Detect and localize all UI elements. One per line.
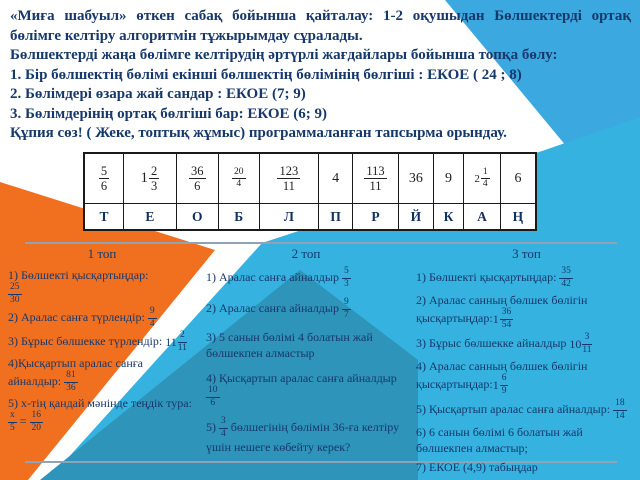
fraction-cell <box>353 153 399 204</box>
header-line-grouping: Бөлшектерді жаңа бөлімге келтірудің әртүрлі жағдайлары бойынша топқа бөлу: <box>10 47 558 63</box>
group-title: 3 топ <box>512 246 541 261</box>
group-title: 2 топ <box>291 246 321 261</box>
group-title: 1 топ <box>87 246 117 261</box>
fraction: х 5 <box>10 410 15 433</box>
group-task-list <box>416 267 637 475</box>
fraction: 5 3 <box>343 266 349 289</box>
letter-cell: Л <box>259 204 318 231</box>
answer-key-table <box>83 152 537 231</box>
fraction: 35 42 <box>561 266 571 289</box>
fraction: 18 14 <box>615 398 625 421</box>
task-item: 5) х-тің қандай мәнінде теңдік тура: х 5 = 16 20 <box>8 396 192 433</box>
fraction: 113 11 <box>366 163 385 193</box>
header-paragraph-brainstorm <box>10 7 631 46</box>
header-paragraph-rest: өткен сабақ бойынша қайталау: 1-2 оқушыдан Бөлшектерді ортақ бөлімге келтіру алгоритмін тұжырымдау сұралады. <box>10 8 631 44</box>
letter-cell: Е <box>124 204 177 231</box>
slide-header-text <box>10 7 631 144</box>
fraction: 2 1 4 <box>474 166 488 189</box>
fractions-row <box>84 153 536 204</box>
header-line-case3: 3. Бөлімдерінің ортақ бөлгіші бар: ЕКОЕ (6; 9) <box>10 105 327 122</box>
fraction: 20 4 <box>234 166 244 189</box>
fraction-cell <box>84 153 124 204</box>
fraction: 123 11 <box>279 163 299 193</box>
task-item: 1) Аралас санға айналдыр 5 3 <box>206 266 349 289</box>
task-item: 3) 5 санын бөлімі 4 болатын жай бөлшекпен алмастыр <box>206 330 373 360</box>
fraction-cell <box>218 153 259 204</box>
letter-cell: Б <box>218 204 259 231</box>
fraction-cell: 6 <box>500 153 536 204</box>
letter-cell: П <box>319 204 353 231</box>
fraction: 10 6 <box>208 385 218 408</box>
fraction-cell <box>259 153 318 204</box>
fraction-cell <box>464 153 501 204</box>
task-item: 4) Қысқартып аралас санға айналдыр 10 6 <box>206 371 397 408</box>
group-column-3 <box>416 246 637 478</box>
group-column-2 <box>206 246 406 464</box>
letter-cell: Р <box>353 204 399 231</box>
fraction-cell <box>176 153 218 204</box>
letter-cell: Т <box>84 204 124 231</box>
header-line-secret <box>10 124 631 144</box>
divider-line-top <box>25 242 617 244</box>
fraction: 10 3 11 <box>569 332 592 355</box>
fraction: 5 6 <box>100 163 108 193</box>
task-item: 3) Бұрыс бөлшекке түрлендір: 11 2 11 <box>8 330 187 353</box>
letter-cell: Ң <box>500 204 536 231</box>
fraction: 9 4 <box>149 306 155 329</box>
task-item: 4) Аралас санның бөлшек бөлігін қысқартыңдар: 1 6 9 <box>416 359 588 396</box>
header-secret-rest: ( Жеке, топтық жұмыс) программаланған тапсырма орындау. <box>82 125 507 141</box>
fraction: 1 36 54 <box>492 307 512 330</box>
letter-cell: О <box>176 204 218 231</box>
letters-row <box>84 204 536 231</box>
header-line-case2: 2. Бөлімдері өзара жай сандар : ЕКОЕ (7; 9) <box>10 86 306 102</box>
fraction-cell <box>124 153 177 204</box>
task-item: 1) Бөлшекті қысқартыңдар: 35 42 <box>416 266 571 289</box>
fraction: 11 2 11 <box>165 330 187 353</box>
fraction: 9 7 <box>343 297 349 320</box>
fraction-cell: 9 <box>433 153 463 204</box>
fraction: 16 20 <box>31 410 42 433</box>
group-column-1 <box>8 246 196 435</box>
task-item: 2) Аралас санның бөлшек бөлігін қысқартыңдар: 1 36 54 <box>416 293 588 330</box>
fraction: 3 4 <box>221 416 226 439</box>
task-item: 4)Қысқартып аралас санға айналдыр: 81 36 <box>8 356 143 393</box>
task-item: 6) 6 санын бөлімі 6 болатын жай бөлшекпен алмастыр; <box>416 425 583 455</box>
task-item: 3) Бұрыс бөлшекке айналдыр 10 3 11 <box>416 332 592 355</box>
task-item: 5) 3 4 бөлшегінің бөлімін 36-ға келтіру үшін нешеге көбейту керек? <box>206 416 400 454</box>
group-task-list <box>8 267 196 433</box>
task-item: 5) Қысқартып аралас санға айналдыр: 18 14 <box>416 398 625 421</box>
fraction-cell: 36 <box>398 153 433 204</box>
letter-cell: Й <box>398 204 433 231</box>
fraction: 36 6 <box>191 163 204 193</box>
task-item: 2) Аралас санға түрлендір: 9 4 <box>8 306 155 329</box>
header-secret-bold: Құпия сөз! <box>10 125 83 141</box>
fraction: 1 2 3 <box>140 163 158 193</box>
fraction: 81 36 <box>66 370 76 393</box>
fraction-cell: 4 <box>319 153 353 204</box>
header-line-case1: 1. Бір бөлшектің бөлімі екінші бөлшектің бөлімінің бөлгіші : ЕКОЕ ( 24 ; 8) <box>10 66 522 83</box>
letter-cell: А <box>464 204 501 231</box>
task-item: 1) Бөлшекті қысқартыңдар: 25 30 <box>8 268 149 305</box>
letter-cell: К <box>433 204 463 231</box>
task-item: 2) Аралас санға айналдыр 9 7 <box>206 297 349 320</box>
task-item: 7) ЕКОЕ (4,9) табыңдар <box>416 460 538 474</box>
fraction: 1 6 9 <box>492 373 507 396</box>
group-task-list <box>206 267 406 455</box>
fraction: 25 30 <box>10 282 20 305</box>
header-bold-lead: «Миға шабуыл» <box>10 8 127 24</box>
